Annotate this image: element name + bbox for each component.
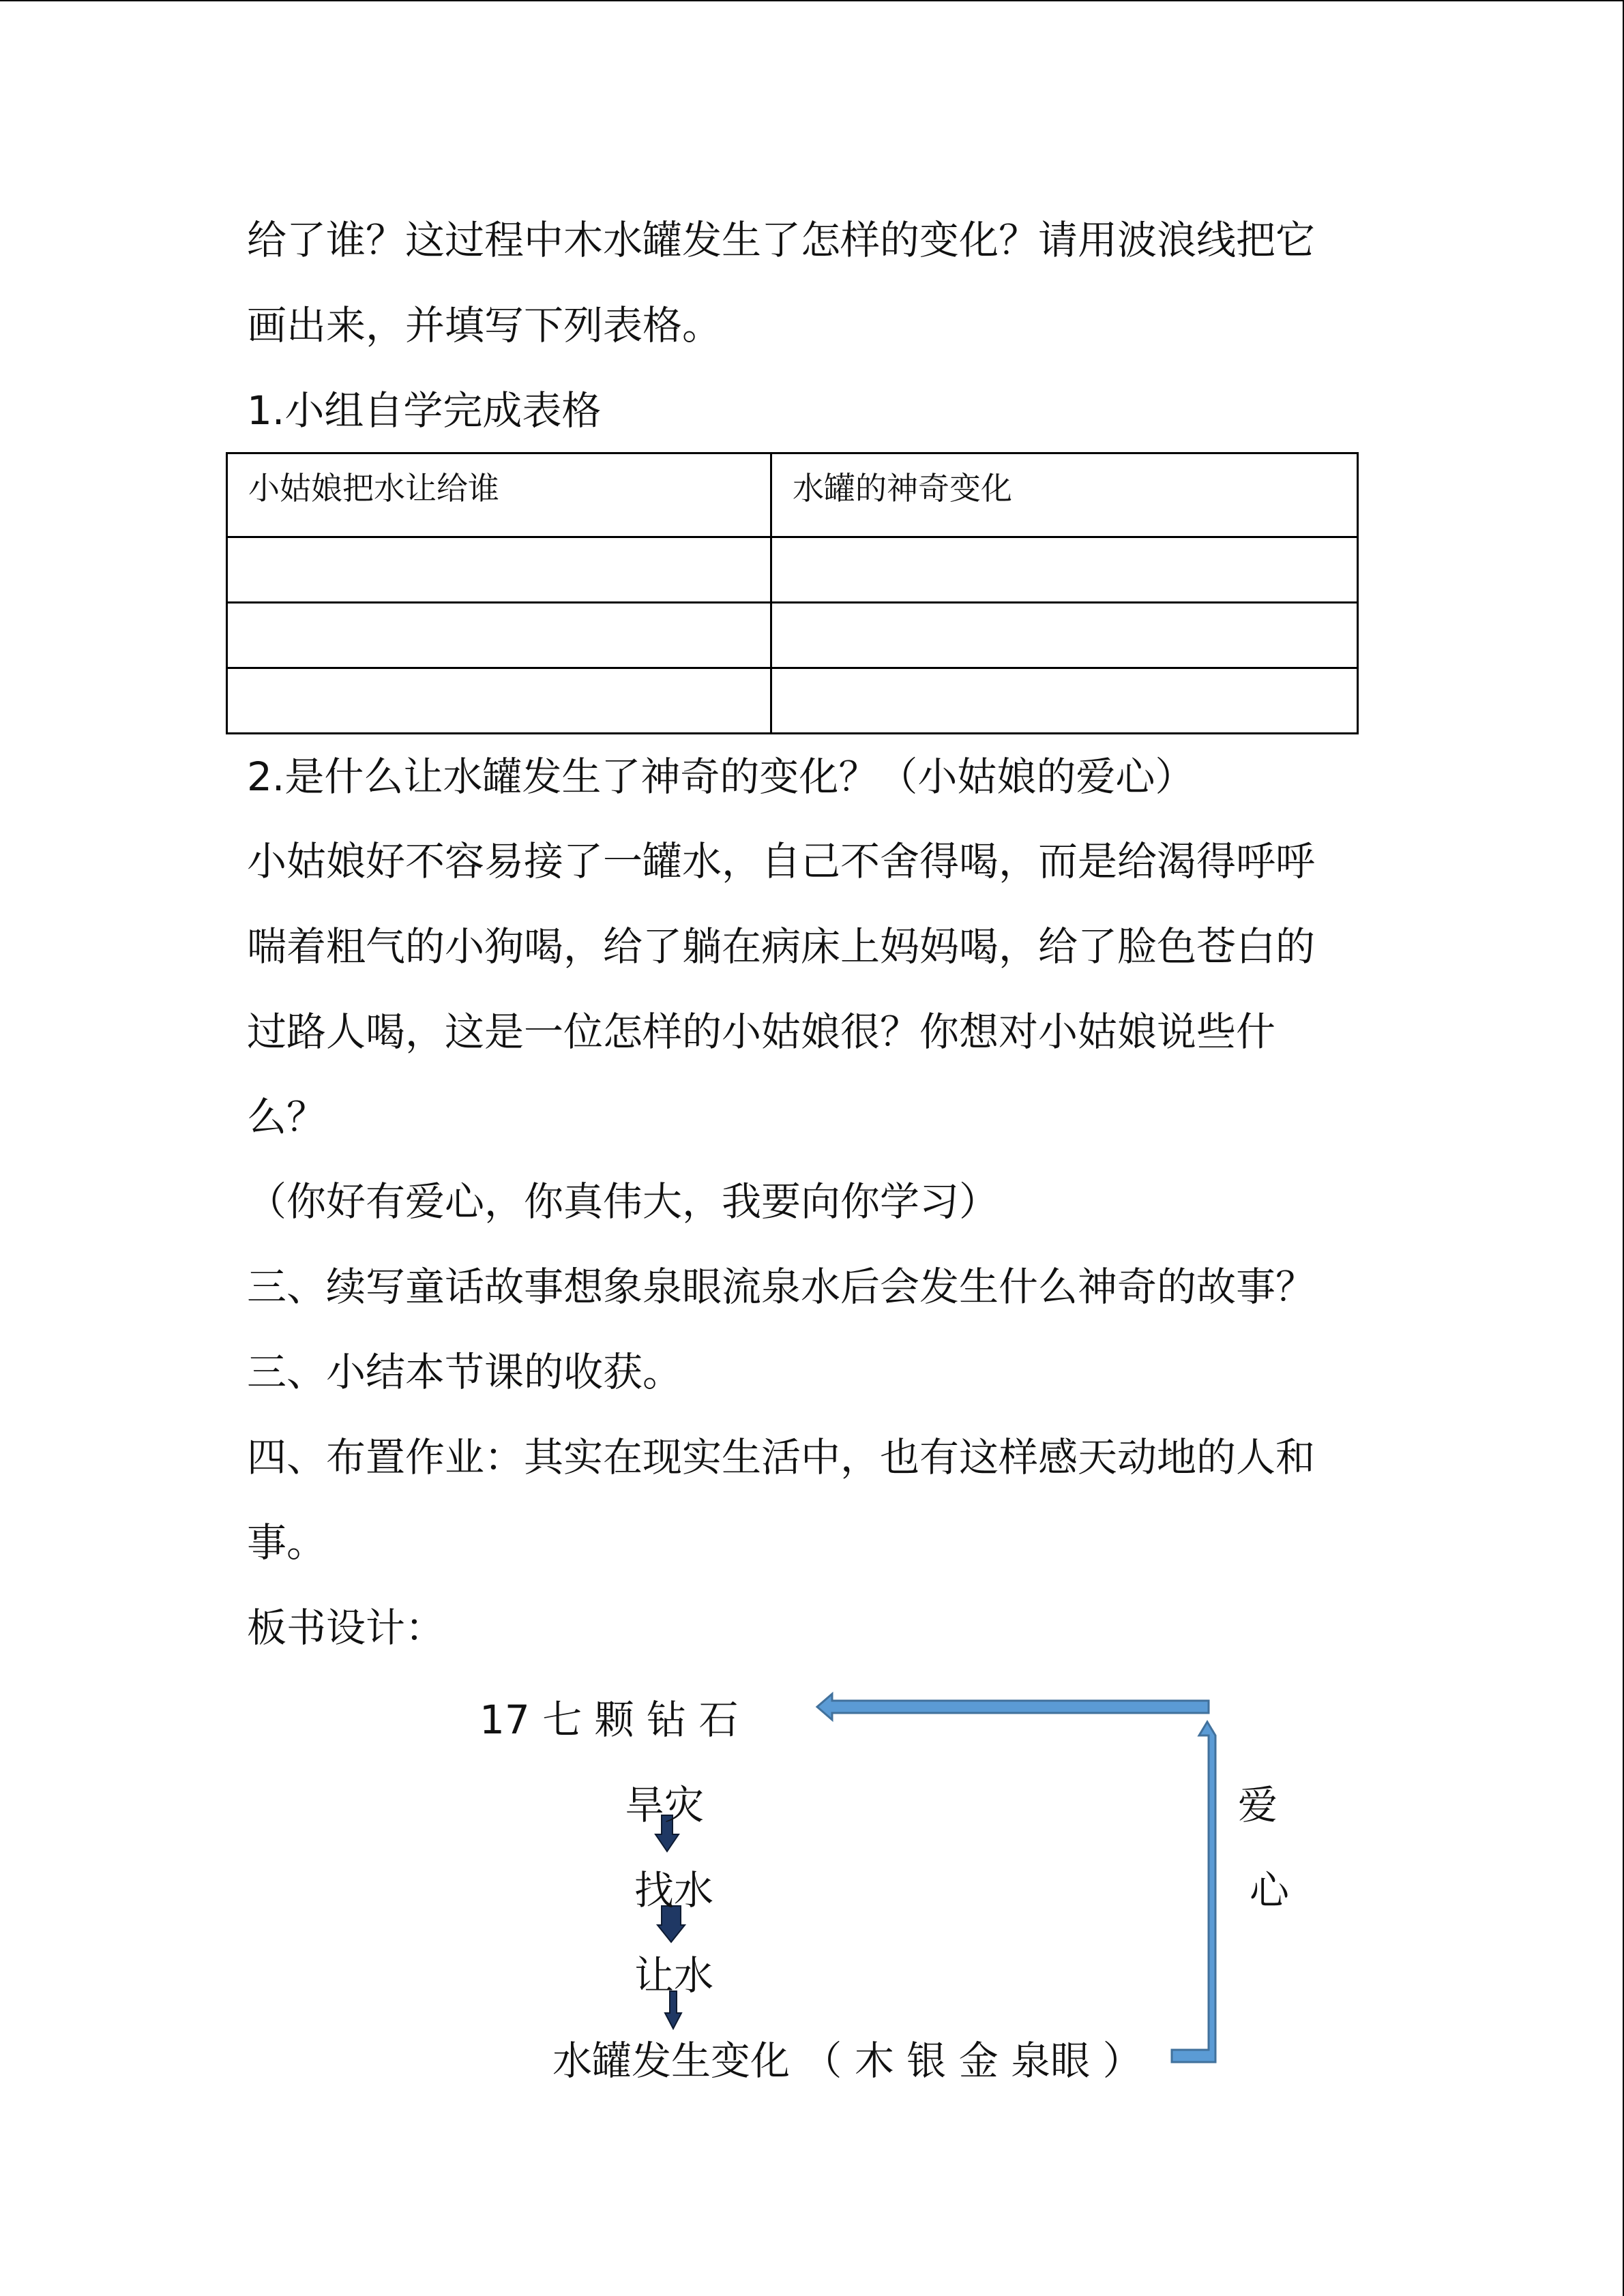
board-love-char-1: 爱 — [1238, 1782, 1278, 1828]
paragraph-7: 过路人喝，这是一位怎样的小姑娘很？你想对小姑娘说些什 — [247, 1009, 1276, 1055]
paragraph-12: 四、布置作业：其实在现实生活中，也有这样感天动地的人和 — [247, 1434, 1316, 1480]
board-step-find-water: 找水 — [634, 1867, 714, 1913]
paragraph-14: 板书设计： — [247, 1605, 445, 1651]
paragraph-9: （你好有爱心，你真伟大，我要向你学习） — [247, 1178, 999, 1225]
paragraph-5: 小姑娘好不容易接了一罐水，自己不舍得喝，而是给渴得呼呼 — [247, 838, 1316, 884]
paragraph-10: 三、续写童话故事想象泉眼流泉水后会发生什么神奇的故事？ — [247, 1264, 1316, 1310]
board-step-drought: 旱灾 — [625, 1782, 705, 1828]
board-title: 17 七 颗 钻 石 — [479, 1697, 739, 1743]
board-love-char-2: 心 — [1250, 1867, 1290, 1913]
title-arrow — [817, 1694, 1209, 1720]
board-step-jar-change: 水罐发生变化 （ 木 银 金 泉眼 ） — [552, 2038, 1142, 2084]
table-header-cell: 水罐的神奇变化 — [771, 453, 1358, 537]
paragraph-13: 事。 — [247, 1519, 327, 1566]
board-step-give-water: 让水 — [634, 1952, 714, 1999]
love-arrow — [1172, 1722, 1215, 2062]
paragraph-11: 三、小结本节课的收获。 — [247, 1349, 683, 1395]
paragraph-1: 给了谁？这过程中木水罐发生了怎样的变化？请用波浪线把它 — [247, 217, 1316, 263]
paragraph-3: 1.小组自学完成表格 — [247, 387, 602, 434]
paragraph-4: 2.是什么让水罐发生了神奇的变化？（小姑娘的爱心） — [247, 754, 1195, 800]
paragraph-6: 喘着粗气的小狗喝，给了躺在病床上妈妈喝，给了脸色苍白的 — [247, 923, 1316, 970]
table-header-cell: 小姑娘把水让给谁 — [227, 453, 771, 537]
paragraph-8: 么？ — [247, 1094, 327, 1140]
paragraph-2: 画出来，并填写下列表格。 — [247, 302, 722, 348]
